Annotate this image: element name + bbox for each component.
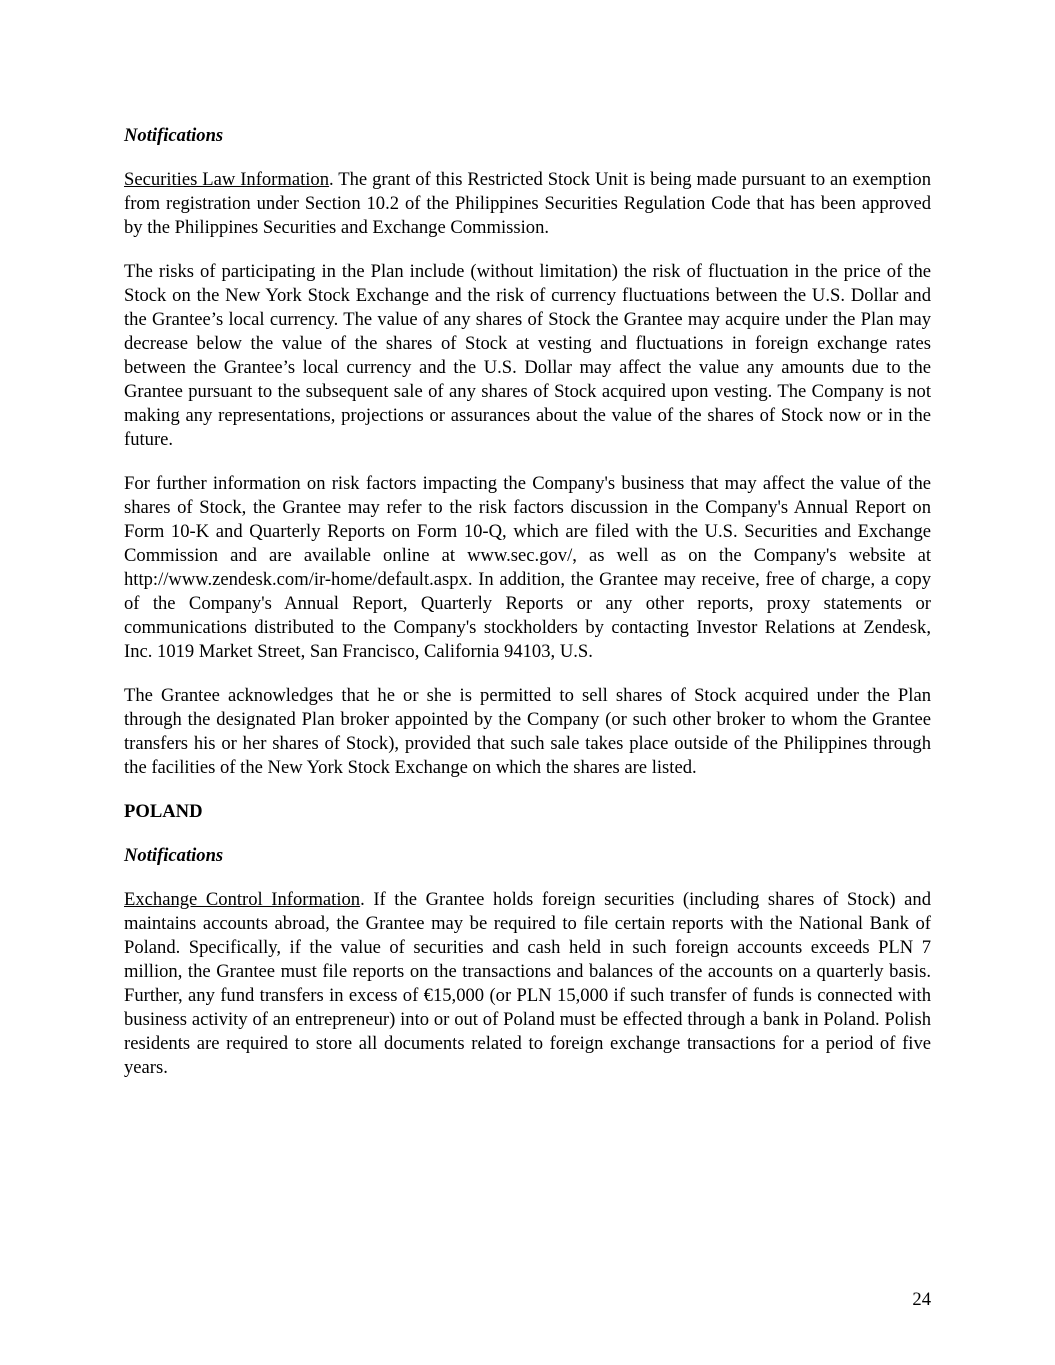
page-number: 24 — [912, 1289, 931, 1310]
exchange-control-title: Exchange Control Information — [124, 889, 361, 910]
further-info-paragraph: For further information on risk factors impacting the Company's business that may affect the value of the shares of Stock, the Grantee may refer to the risk factors discussion in the Company's Annual Report on Form 10-K and Quarterly Reports on Form 10-Q, which are filed with the U.S. Securities and Exchange Commission and are available online at www.sec.gov/, as well as on the Company's website at http://www.zendesk.com/ir-home/default.aspx. In addition, the Grantee may receive, free of charge, a copy of the Company's Annual Report, Quarterly Reports or any other reports, proxy statements or communications distributed to the Company's stockholders by contacting Investor Relations at Zendesk, Inc. 1019 Market Street, San Francisco, California 94103, U.S. — [124, 473, 931, 662]
risks-paragraph: The risks of participating in the Plan include (without limitation) the risk of fluctuation in the price of the Stock on the New York Stock Exchange and the risk of currency fluctuations between the U.S. Dollar and the Grantee’s local currency. The value of any shares of Stock the Grantee may acquire under the Plan may decrease below the value of the shares of Stock at vesting and fluctuations in foreign exchange rates between the Grantee’s local currency and the U.S. Dollar may affect the value any amounts due to the Grantee pursuant to the subsequent sale of any shares of Stock acquired upon vesting. The Company is not making any representations, projections or assurances about the value of the shares of Stock now or in the future. — [124, 261, 931, 450]
exchange-control-paragraph — [124, 888, 931, 1080]
document-page — [124, 124, 931, 1100]
securities-law-title: Securities Law Information — [124, 169, 330, 190]
poland-heading: POLAND — [124, 801, 203, 822]
securities-law-text: . The grant of this Restricted Stock Unit is being made pursuant to an exemption from registration under Section 10.2 of the Philippines Securities Regulation Code that has been approved by the Philippines Securities and Exchange Commission. — [124, 169, 931, 238]
exchange-control-text: . If the Grantee holds foreign securities (including shares of Stock) and maintains accounts abroad, the Grantee may be required to file certain reports with the National Bank of Poland. Specifically, if the value of securities and cash held in such foreign accounts exceeds PLN 7 million, the Grantee must file reports on the transactions and balances of the accounts on a quarterly basis. Further, any fund transfers in excess of €15,000 (or PLN 15,000 if such transfer of funds is connected with business activity of an entrepreneur) into or out of Poland must be effected through a bank in Poland. Polish residents are required to store all documents related to foreign exchange transactions for a period of five years. — [124, 889, 931, 1078]
notifications-heading: Notifications — [124, 125, 224, 146]
securities-law-paragraph — [124, 168, 931, 240]
poland-notifications-heading: Notifications — [124, 845, 224, 866]
acknowledgment-paragraph: The Grantee acknowledges that he or she is permitted to sell shares of Stock acquired under the Plan through the designated Plan broker appointed by the Company (or such other broker to whom the Grantee transfers his or her shares of Stock), provided that such sale takes place outside of the Philippines through the facilities of the New York Stock Exchange on which the shares are listed. — [124, 685, 931, 778]
